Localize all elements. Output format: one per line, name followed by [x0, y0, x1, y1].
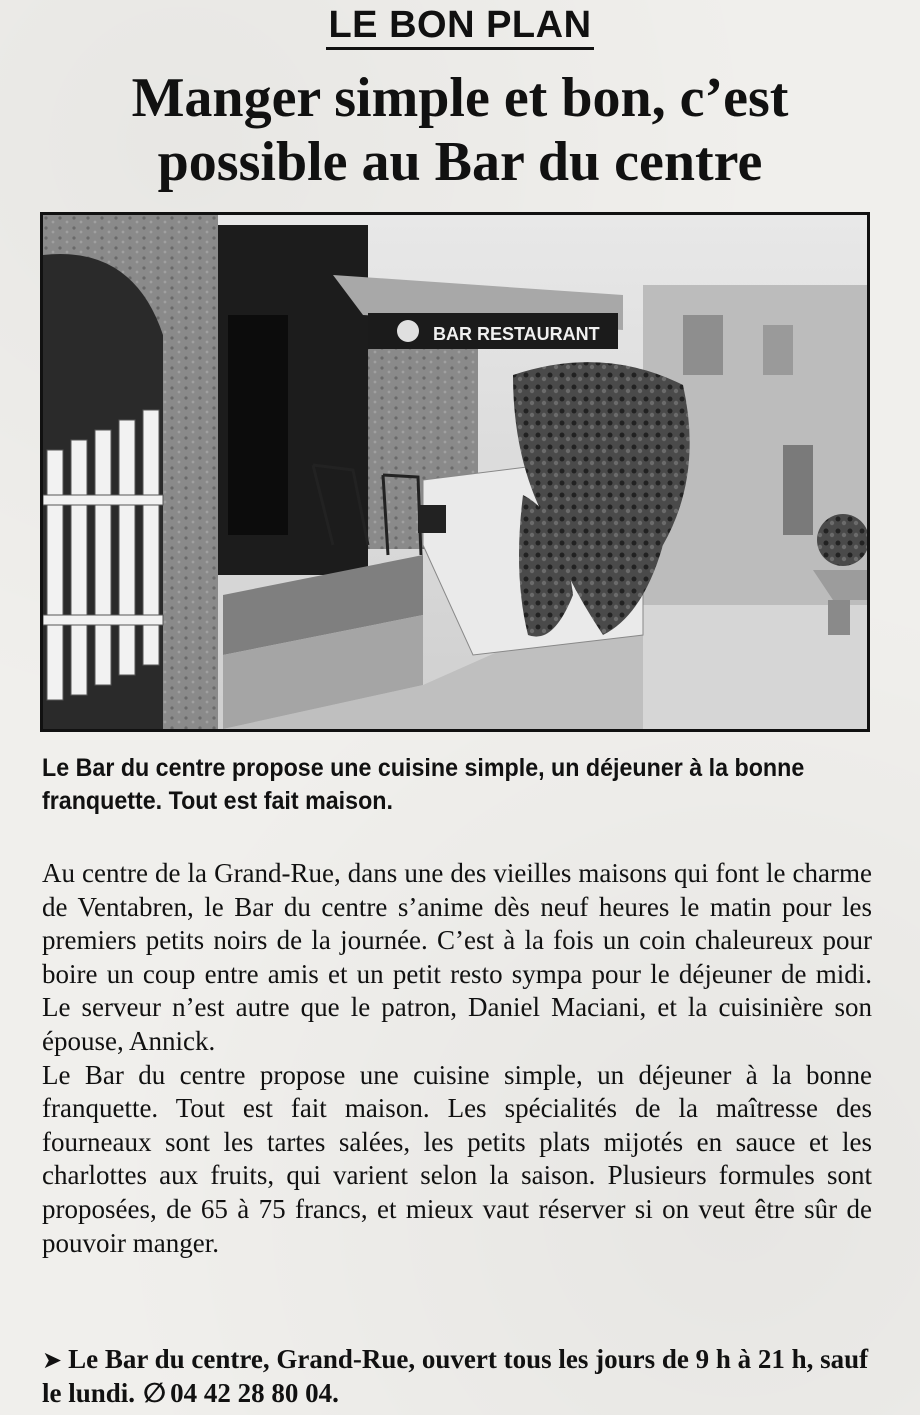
article-body: [42, 857, 872, 1260]
awning-sign-text: BAR RESTAURANT: [433, 324, 600, 344]
phone-icon: ∅: [143, 1378, 167, 1409]
info-text: Le Bar du centre, Grand-Rue, ouvert tous les jours de 9 h à 21 h, sauf le lundi.: [42, 1344, 869, 1408]
article-photo: [40, 212, 870, 732]
article-headline: [20, 66, 900, 194]
bar-storefront-illustration: [43, 215, 867, 729]
rubric-label: LE BON PLAN: [326, 4, 593, 50]
phone-number: 04 42 28 80 04.: [170, 1378, 339, 1408]
practical-info: [42, 1343, 872, 1410]
body-paragraph-2: Le Bar du centre propose une cuisine simple, un déjeuner à la bonne franquette. Tout est fait maison. Les spécialités de la maîtresse des fourneaux sont les tartes salées, les petits plats mijotés en sauce et les charlottes aux fruits, qui varient selon la saison. Plusieurs formules sont proposées, de 65 à 75 francs, et mieux vaut réserver si on veut être sûr de pouvoir manger.: [42, 1059, 872, 1258]
photo-caption: Le Bar du centre propose une cuisine simple, un déjeuner à la bonne franquette. Tout est fait maison.: [42, 754, 805, 815]
arrow-right-icon: ➤: [42, 1346, 63, 1374]
headline-line-2: possible au Bar du centre: [157, 131, 763, 193]
headline-line-1: Manger simple et bon, c’est: [131, 67, 789, 129]
rubric-container: [0, 4, 920, 50]
body-paragraph-1: Au centre de la Grand-Rue, dans une des vieilles maisons qui font le charme de Ventabren, le Bar du centre s’anime dès neuf heures le matin pour les premiers petits noirs de la journée. C’est à la fois un coin chaleureux pour boire un coup entre amis et un petit resto sympa pour le déjeuner de midi. Le serveur n’est autre que le patron, Daniel Maciani, et la cuisinière son épouse, Annick.: [42, 858, 872, 1056]
